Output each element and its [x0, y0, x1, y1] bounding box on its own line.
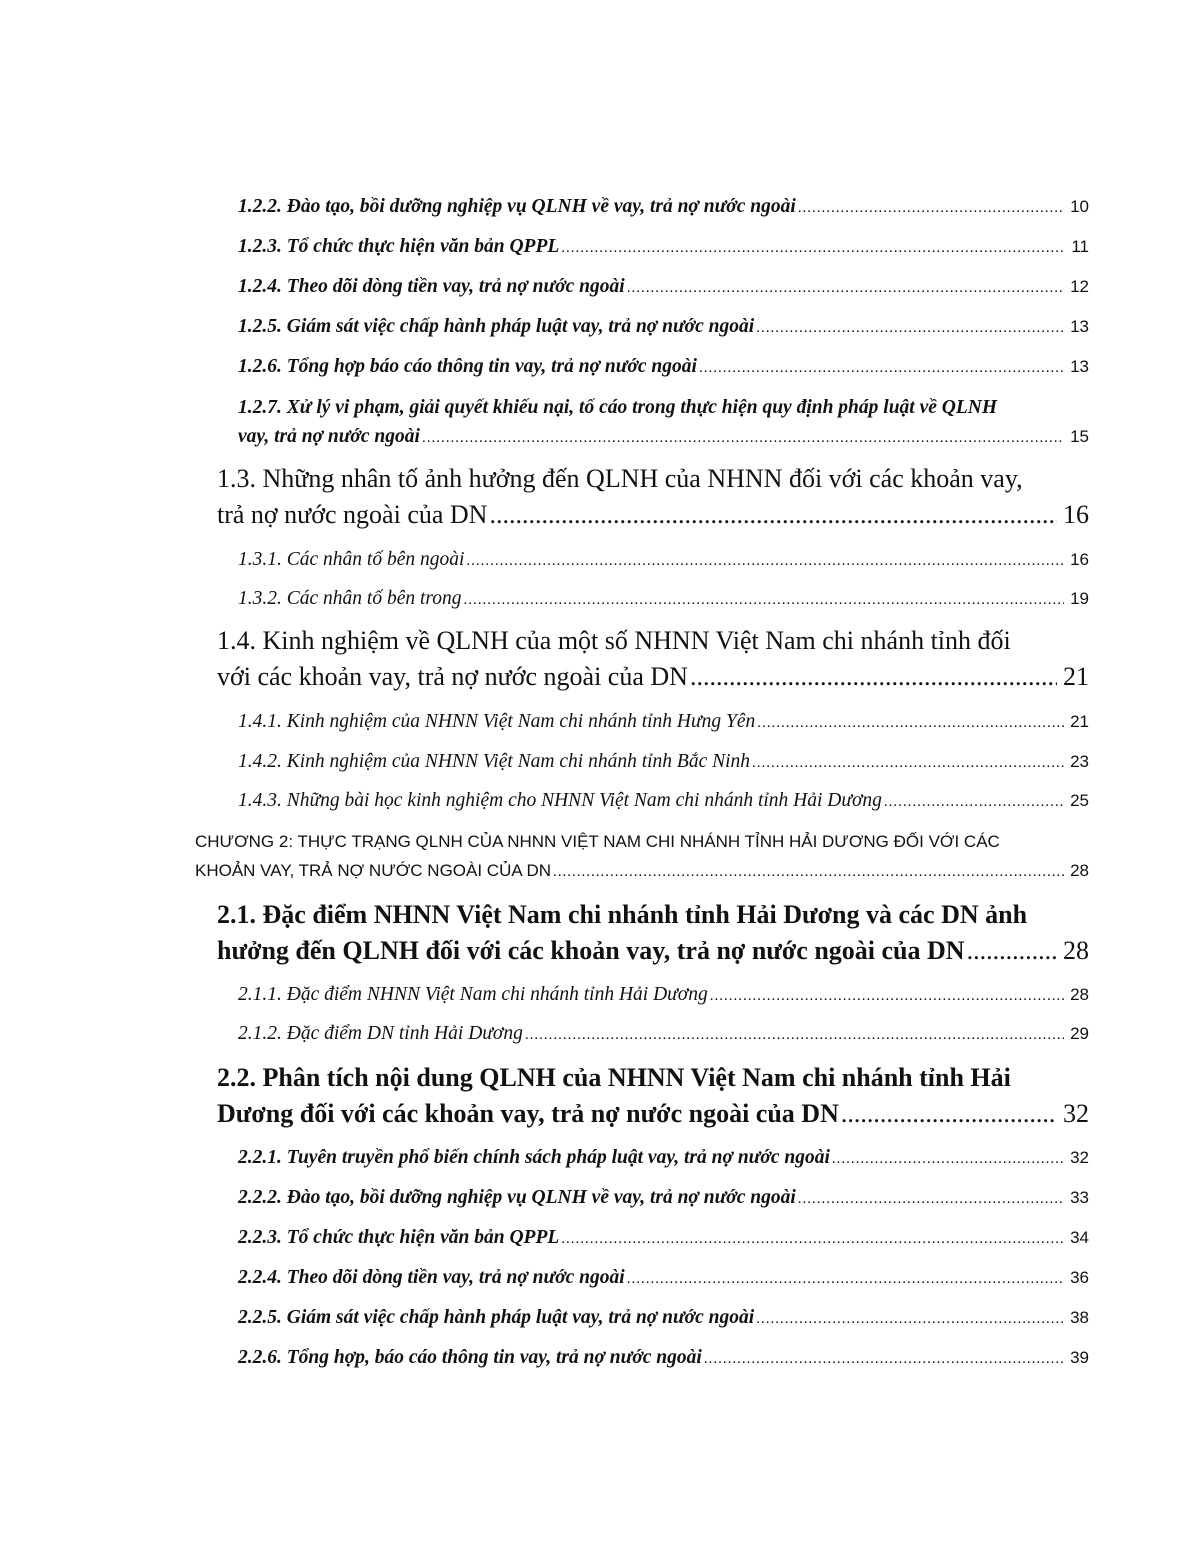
toc-page-number: 13	[1070, 357, 1089, 376]
toc-page-number: 19	[1070, 589, 1089, 608]
toc-leader-dots	[841, 1096, 1057, 1132]
toc-leader-dots	[757, 709, 1064, 738]
toc-page-number: 23	[1070, 752, 1089, 771]
toc-entry-1-4-2[interactable]	[238, 747, 1089, 778]
toc-page-number: 32	[1063, 1099, 1089, 1128]
toc-section-title-line2: hưởng đến QLNH đối với các khoản vay, trả nợ nước ngoài của DN	[217, 936, 965, 965]
toc-page-number: 28	[1070, 861, 1089, 880]
toc-leader-dots	[464, 586, 1065, 615]
toc-entry-title: 1.2.4. Theo dõi dòng tiền vay, trả nợ nước ngoài	[238, 276, 625, 297]
toc-page-number: 28	[1070, 985, 1089, 1004]
toc-section-title-line1: 1.3. Những nhân tố ảnh hưởng đến QLNH của NHNN đối với các khoản vay,	[217, 464, 1023, 493]
toc-entry-2-2-2[interactable]	[238, 1183, 1089, 1214]
toc-leader-dots	[756, 314, 1064, 343]
toc-entry-2-1-1[interactable]	[238, 980, 1089, 1011]
toc-section-2-1[interactable]	[217, 897, 1089, 969]
toc-page-number: 12	[1070, 277, 1089, 296]
toc-chapter-title-line1: CHƯƠNG 2: THỰC TRẠNG QLNH CỦA NHNN VIỆT NAM CHI NHÁNH TỈNH HẢI DƯƠNG ĐỐI VỚI CÁC	[195, 832, 1000, 851]
toc-section-title-line2: với các khoản vay, trả nợ nước ngoài của DN	[217, 662, 688, 691]
toc-page-number: 11	[1071, 237, 1089, 256]
toc-entry-title: 1.2.2. Đào tạo, bồi dưỡng nghiệp vụ QLNH về vay, trả nợ nước ngoài	[238, 196, 796, 217]
toc-entry-title: 1.4.3. Những bài học kinh nghiệm cho NHNN Việt Nam chi nhánh tỉnh Hải Dương	[238, 790, 882, 811]
toc-entry-title: 2.2.3. Tổ chức thực hiện văn bản QPPL	[238, 1227, 560, 1248]
toc-entry-1-3-1[interactable]	[238, 545, 1089, 576]
toc-entry-title: 2.2.4. Theo dõi dòng tiền vay, trả nợ nước ngoài	[238, 1267, 625, 1288]
toc-entry-title-line1: 1.2.7. Xử lý vi phạm, giải quyết khiếu nại, tố cáo trong thực hiện quy định pháp luật về QLNH	[238, 397, 998, 418]
toc-page-number: 15	[1070, 427, 1089, 446]
toc-entry-1-2-4[interactable]	[238, 272, 1089, 303]
toc-entry-title-line2: vay, trả nợ nước ngoài	[238, 426, 420, 447]
toc-entry-1-4-3[interactable]	[238, 786, 1089, 817]
toc-leader-dots	[710, 982, 1064, 1011]
toc-entry-title: 1.2.5. Giám sát việc chấp hành pháp luật vay, trả nợ nước ngoài	[238, 316, 755, 337]
toc-page-number: 21	[1063, 662, 1089, 691]
toc-entry-1-4-1[interactable]	[238, 707, 1089, 738]
toc-page-number: 39	[1070, 1348, 1089, 1367]
toc-entry-title: 2.1.2. Đặc điểm DN tỉnh Hải Dương	[238, 1023, 523, 1044]
toc-page-number: 21	[1070, 712, 1089, 731]
toc-page-number: 34	[1070, 1228, 1089, 1247]
toc-page-number: 38	[1070, 1308, 1089, 1327]
toc-leader-dots	[525, 1021, 1064, 1050]
toc-leader-dots	[466, 547, 1064, 576]
toc-page-number: 36	[1070, 1268, 1089, 1287]
toc-entry-1-2-3[interactable]	[238, 232, 1089, 263]
toc-page-number: 25	[1070, 791, 1089, 810]
toc-leader-dots	[704, 1345, 1064, 1374]
toc-leader-dots	[756, 1305, 1064, 1334]
toc-leader-dots	[561, 234, 1065, 263]
toc-section-title-line2: trả nợ nước ngoài của DN	[217, 500, 488, 529]
toc-entry-1-2-2[interactable]	[238, 192, 1089, 223]
toc-leader-dots	[884, 788, 1064, 817]
toc-leader-dots	[832, 1145, 1064, 1174]
toc-page-number: 29	[1070, 1024, 1089, 1043]
toc-entry-1-3-2[interactable]	[238, 584, 1089, 615]
toc-entry-title: 2.2.2. Đào tạo, bồi dưỡng nghiệp vụ QLNH về vay, trả nợ nước ngoài	[238, 1187, 796, 1208]
toc-entry-title: 1.3.1. Các nhân tố bên ngoài	[238, 549, 465, 570]
toc-section-1-4[interactable]	[217, 623, 1089, 695]
toc-section-2-2[interactable]	[217, 1060, 1089, 1132]
toc-entry-title: 1.4.2. Kinh nghiệm của NHNN Việt Nam chi nhánh tỉnh Bắc Ninh	[238, 751, 751, 772]
toc-leader-dots	[798, 194, 1064, 223]
toc-page-number: 28	[1063, 936, 1089, 965]
toc-section-title-line1: 2.1. Đặc điểm NHNN Việt Nam chi nhánh tỉnh Hải Dương và các DN ảnh	[217, 900, 1028, 929]
toc-section-title-line1: 2.2. Phân tích nội dung QLNH của NHNN Việt Nam chi nhánh tỉnh Hải	[217, 1063, 1011, 1092]
toc-entry-title: 1.2.6. Tổng hợp báo cáo thông tin vay, trả nợ nước ngoài	[238, 356, 697, 377]
toc-entry-title: 2.2.6. Tổng hợp, báo cáo thông tin vay, trả nợ nước ngoài	[238, 1347, 702, 1368]
toc-section-title-line2: Dương đối với các khoản vay, trả nợ nước ngoài của DN	[217, 1099, 839, 1128]
toc-chapter-title-line2: KHOẢN VAY, TRẢ NỢ NƯỚC NGOÀI CỦA DN	[195, 861, 552, 880]
toc-leader-dots	[752, 749, 1064, 778]
toc-entry-title: 1.3.2. Các nhân tố bên trong	[238, 588, 462, 609]
toc-leader-dots	[967, 933, 1057, 969]
toc-entry-title: 2.2.5. Giám sát việc chấp hành pháp luật vay, trả nợ nước ngoài	[238, 1307, 755, 1328]
toc-page-number: 10	[1070, 197, 1089, 216]
toc-leader-dots	[627, 1265, 1064, 1294]
toc-entry-2-2-3[interactable]	[238, 1223, 1089, 1254]
toc-chapter-2[interactable]	[195, 827, 1089, 887]
toc-page-number: 16	[1063, 500, 1089, 529]
toc-entry-title: 1.4.1. Kinh nghiệm của NHNN Việt Nam chi nhánh tỉnh Hưng Yên	[238, 711, 756, 732]
toc-page-number: 33	[1070, 1188, 1089, 1207]
toc-section-title-line1: 1.4. Kinh nghiệm về QLNH của một số NHNN Việt Nam chi nhánh tỉnh đối	[217, 626, 1011, 655]
toc-leader-dots	[627, 274, 1064, 303]
toc-page-number: 13	[1070, 317, 1089, 336]
toc-entry-2-2-5[interactable]	[238, 1303, 1089, 1334]
toc-entry-2-2-1[interactable]	[238, 1143, 1089, 1174]
toc-entry-2-2-6[interactable]	[238, 1343, 1089, 1374]
toc-entry-title: 2.1.1. Đặc điểm NHNN Việt Nam chi nhánh tỉnh Hải Dương	[238, 984, 708, 1005]
toc-leader-dots	[422, 424, 1064, 453]
toc-leader-dots	[798, 1185, 1064, 1214]
toc-page-number: 16	[1070, 550, 1089, 569]
toc-section-1-3[interactable]	[217, 461, 1089, 533]
toc-leader-dots	[561, 1225, 1064, 1254]
toc-entry-2-1-2[interactable]	[238, 1019, 1089, 1050]
toc-leader-dots	[690, 659, 1057, 695]
toc-entry-title: 2.2.1. Tuyên truyền phổ biến chính sách pháp luật vay, trả nợ nước ngoài	[238, 1147, 830, 1168]
toc-entry-title: 1.2.3. Tổ chức thực hiện văn bản QPPL	[238, 236, 560, 257]
toc-entry-1-2-6[interactable]	[238, 352, 1089, 383]
toc-leader-dots	[699, 354, 1064, 383]
toc-page-number: 32	[1070, 1148, 1089, 1167]
toc-entry-2-2-4[interactable]	[238, 1263, 1089, 1294]
toc-entry-1-2-5[interactable]	[238, 312, 1089, 343]
toc-leader-dots	[553, 858, 1064, 887]
toc-leader-dots	[489, 497, 1057, 533]
toc-entry-1-2-7[interactable]	[238, 393, 1089, 453]
